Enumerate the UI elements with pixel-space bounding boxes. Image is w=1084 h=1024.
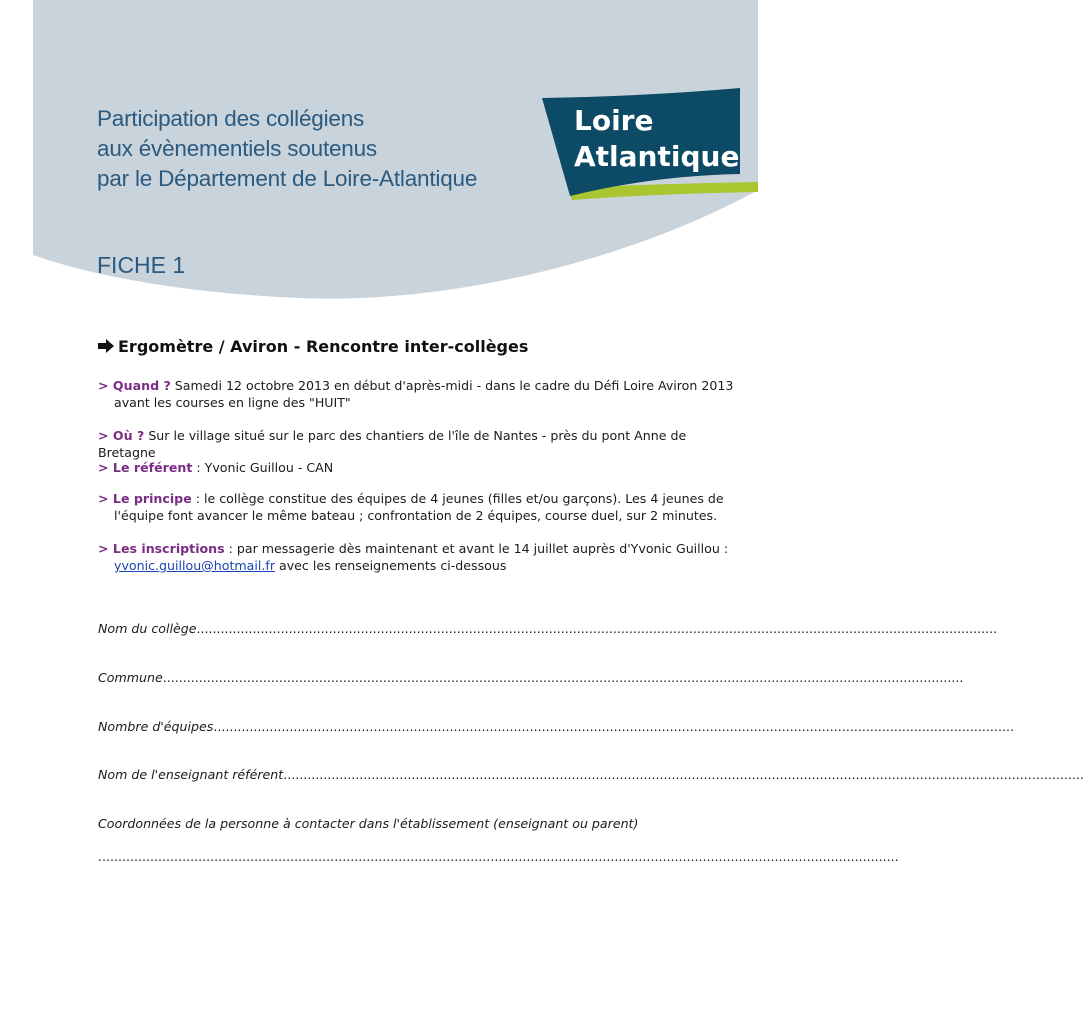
college-label: Nom du collège: [98, 621, 197, 636]
ou-label: > Où ?: [98, 428, 145, 443]
form-field-college[interactable]: [98, 620, 998, 637]
svg-text:Atlantique: Atlantique: [574, 140, 740, 173]
title-line-1: Participation des collégiens: [97, 106, 365, 131]
inscriptions-after: avec les renseignements ci-dessous: [275, 558, 507, 573]
equipes-label: Nombre d'équipes: [98, 719, 214, 734]
info-principe: [98, 490, 738, 524]
form-field-enseignant[interactable]: [98, 766, 1084, 783]
enseignant-label: Nom de l'enseignant référent: [98, 767, 284, 782]
fiche-title: FICHE 1: [97, 252, 186, 278]
quand-text: Samedi 12 octobre 2013 en début d'après-midi - dans le cadre du Défi Loire Aviron 2013: [170, 378, 734, 393]
quand-label: > Quand ?: [98, 378, 171, 393]
equipes-dots: ........................................................................................................................................................................................................: [213, 719, 1014, 734]
inscriptions-text: : par messagerie dès maintenant et avant le 14 juillet auprès d'Yvonic Guillou :: [224, 541, 729, 556]
info-ou: [98, 427, 738, 461]
info-referent: [98, 459, 738, 476]
event-title: Ergomètre / Aviron - Rencontre inter-collèges: [118, 337, 529, 356]
quand-continuation: avant les courses en ligne des "HUIT": [114, 395, 351, 410]
form-field-coordonnees[interactable]: [98, 848, 899, 865]
coordonnees-dots: ........................................................................................................................................................................................................: [98, 849, 899, 864]
right-arrow-icon: [98, 339, 114, 353]
inscriptions-continuation: [98, 557, 738, 574]
college-dots: ........................................................................................................................................................................................................: [196, 621, 998, 636]
inscriptions-label: > Les inscriptions: [98, 541, 225, 556]
title-line-2: aux évènementiels soutenus: [97, 136, 377, 161]
principe-label: > Le principe: [98, 491, 192, 506]
form-field-equipes[interactable]: [98, 718, 1014, 735]
info-inscriptions: [98, 540, 738, 574]
form-label-coordonnees: [98, 815, 724, 832]
principe-continuation: l'équipe font avancer le même bateau ; confrontation de 2 équipes, course duel, sur 2 minutes.: [114, 508, 718, 523]
ou-text: Sur le village situé sur le parc des chantiers de l'île de Nantes - près du pont Anne de Bretagne: [98, 428, 687, 460]
form-field-commune[interactable]: [98, 669, 964, 686]
referent-text: : Yvonic Guillou - CAN: [192, 460, 334, 475]
email-link[interactable]: yvonic.guillou@hotmail.fr: [114, 558, 275, 573]
coordonnees-label: Coordonnées de la personne à contacter dans l'établissement (enseignant ou parent): [98, 816, 639, 831]
commune-dots: ........................................................................................................................................................................................................: [162, 670, 964, 685]
enseignant-dots: ........................................................................................................................................................................................................: [283, 767, 1084, 782]
info-quand: [98, 377, 738, 411]
referent-label: > Le référent: [98, 460, 193, 475]
commune-label: Commune: [98, 670, 163, 685]
principe-text: : le collège constitue des équipes de 4 jeunes (filles et/ou garçons). Les 4 jeunes de: [191, 491, 724, 506]
title-line-3: par le Département de Loire-Atlantique: [97, 166, 478, 191]
loire-atlantique-logo: [540, 88, 758, 200]
document-title: [97, 104, 537, 194]
svg-text:Loire: Loire: [574, 104, 654, 137]
event-heading: [98, 337, 528, 356]
